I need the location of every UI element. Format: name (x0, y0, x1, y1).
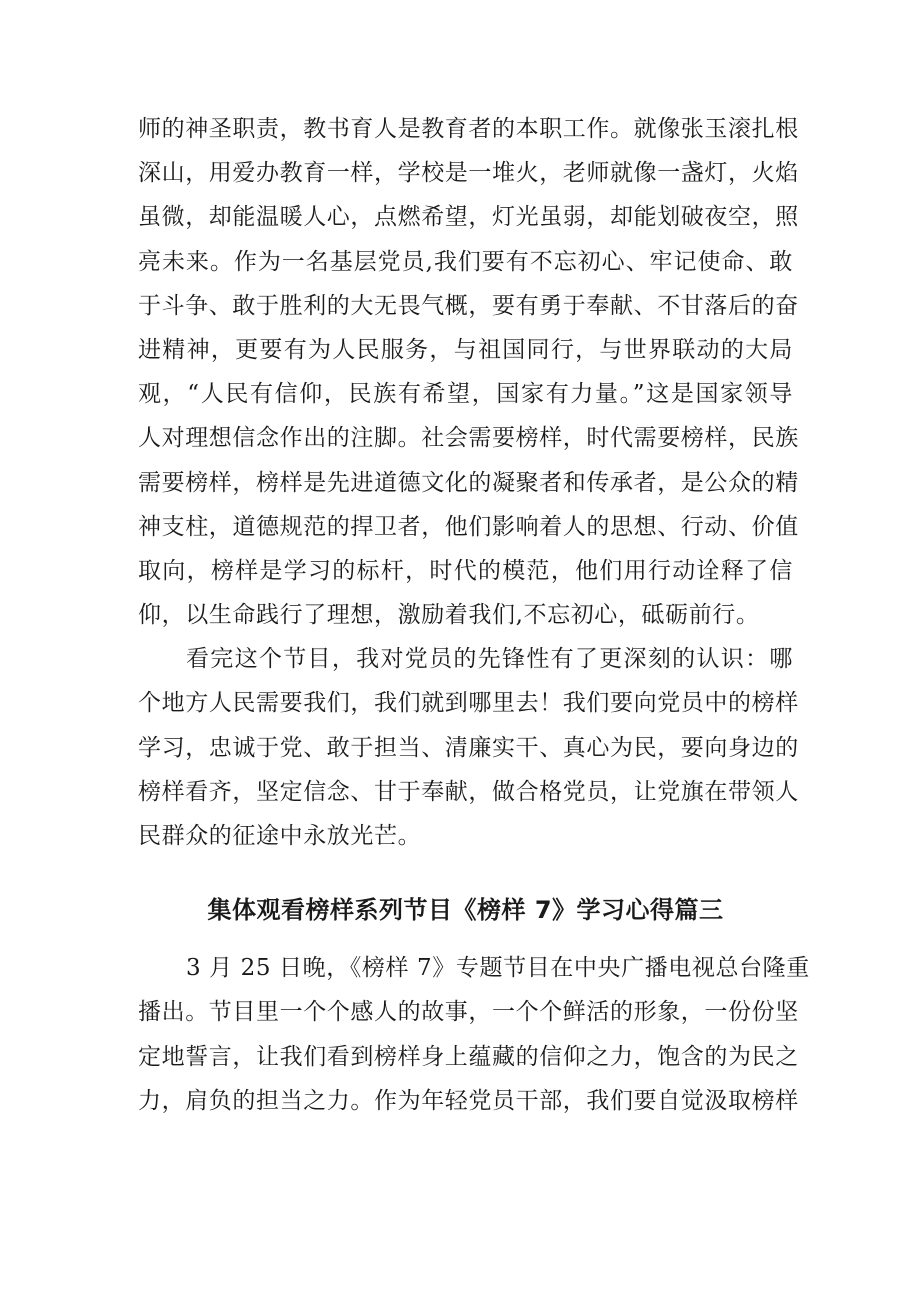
text-line: 播出。节目里一个个感人的故事，一个个鲜活的形象，一份份坚 (138, 999, 799, 1026)
text-line: 观，“人民有信仰，民族有希望，国家有力量。”这是国家领导 (138, 381, 793, 408)
text-line: 定地誓言，让我们看到榜样身上蕴藏的信仰之力，饱含的为民之 (138, 1043, 799, 1070)
text-line: 仰，以生命践行了理想，激励着我们,不忘初心，砥砺前行。 (138, 602, 760, 629)
document-page (138, 107, 810, 1123)
text-line: 看完这个节目，我对党员的先锋性有了更深刻的认识：哪 (186, 646, 793, 673)
text-line: 深山，用爱办教育一样，学校是一堆火，老师就像一盏灯，火焰 (138, 160, 799, 187)
text-line: 3 月 25 日晚，《榜样 7》专题节目在中央广播电视总台隆重 (186, 955, 810, 982)
text-line: 个地方人民需要我们，我们就到哪里去！我们要向党员中的榜样 (138, 690, 799, 717)
text-line: 神支柱，道德规范的捍卫者，他们影响着人的思想、行动、价值 (138, 513, 799, 540)
text-line: 人对理想信念作出的注脚。社会需要榜样，时代需要榜样，民族 (138, 425, 799, 452)
text-line: 取向，榜样是学习的标杆，时代的模范，他们用行动诠释了信 (138, 557, 793, 584)
text-line: 榜样看齐，坚定信念、甘于奉献，做合格党员，让党旗在带领人 (138, 778, 799, 805)
text-line: 进精神，更要有为人民服务，与祖国同行，与世界联动的大局 (138, 336, 793, 363)
text-line: 需要榜样，榜样是先进道德文化的凝聚者和传承者，是公众的精 (138, 469, 799, 496)
text-line: 虽微，却能温暖人心，点燃希望，灯光虽弱，却能划破夜空，照 (138, 204, 799, 231)
text-line: 师的神圣职责，教书育人是教育者的本职工作。就像张玉滚扎根 (138, 116, 799, 142)
paragraph-section-three (138, 946, 810, 1123)
text-line: 亮未来。作为一名基层党员,我们要有不忘初心、牢记使命、敢 (138, 248, 793, 275)
paragraph-reflection (138, 637, 799, 858)
text-line: 学习，忠诚于党、敢于担当、清廉实干、真心为民，要向身边的 (138, 734, 799, 761)
text-line: 民群众的征途中永放光芒。 (138, 823, 422, 849)
text-line: 于斗争、敢于胜利的大无畏气概，要有勇于奉献、不甘落后的奋 (138, 292, 799, 319)
text-line: 力，肩负的担当之力。作为年轻党员干部，我们要自觉汲取榜样 (138, 1087, 799, 1114)
paragraph-continuation (138, 107, 799, 637)
section-heading: 集体观看榜样系列节目《榜样 7》学习心得篇三 (207, 896, 724, 925)
